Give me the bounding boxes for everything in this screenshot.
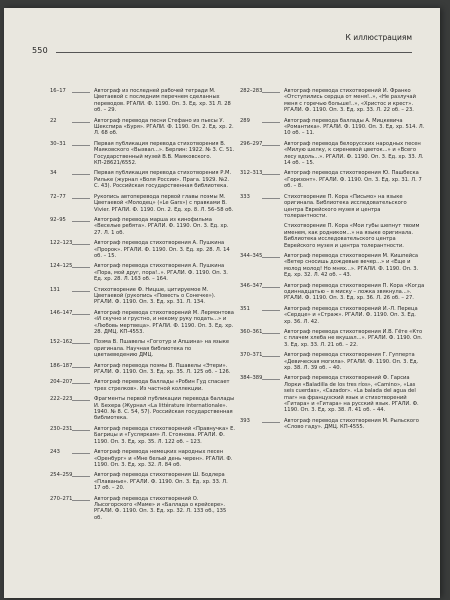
entry-description: Автограф перевода стихотворений И. Франко «Отступились сердца от меня!..», «Не разлучай меня с горечью больше!..», «Христос и крест». РГАЛИ. Ф. 1190. Оп. 3. Ед. хр. 33. Л. 22 об. – 23.: [284, 88, 416, 114]
page-reference: 204–207: [50, 379, 73, 386]
page-reference: 312–313: [240, 170, 263, 177]
entry-description: Автограф перевода стихотворений М. Лермонтова «И скучно и грустно, и некому руку подать...» и «Любовь мертвеца». РГАЛИ. Ф. 1190. Оп. 3. Ед. хр. 28. ДМЦ. КП-4553.: [94, 309, 234, 335]
entry-description: Автограф перевода стихотворения Ю. Пашбеска «Горизонт». РГАЛИ. Ф. 1190. Оп. 3. Ед. хр. 31. Л. 7 об. – 8.: [284, 170, 422, 190]
leader-line: [72, 500, 90, 501]
page-reference: 289: [240, 117, 250, 124]
illustration-entry: [50, 472, 235, 491]
leader-line: [72, 367, 90, 368]
page-reference: 230–231: [50, 425, 73, 432]
illustration-entry: [50, 339, 235, 358]
entry-description: Стихотворение П. Кора «Письмо» на языке оригинала. Библиотека исследовательского центра Еврейского музея и центра толерантности.: [284, 193, 407, 219]
page-reference: 296–297: [240, 140, 263, 147]
page-reference: 146–147: [50, 309, 73, 316]
entry-description: Автограф перевода стихотворения М. Кишпейса «Ветер сносишь дождевые вечер...» и «Еще и молод молод! Но мнях...». РГАЛИ. Ф. 1190. Оп. 3. Ед. хр. 32. Л. 42 об. – 43.: [284, 252, 419, 279]
leader-line: [262, 356, 280, 357]
page-reference: 186–187: [50, 362, 73, 369]
page-reference: 30–31: [50, 140, 66, 147]
page-reference: 131: [50, 286, 60, 293]
page-reference: 16–17: [50, 88, 66, 94]
page-reference: 370–371: [240, 352, 263, 359]
page-reference: 243: [50, 449, 60, 456]
page-reference: 282–283: [240, 88, 263, 94]
leader-line: [262, 257, 280, 258]
illustration-entry: [240, 375, 425, 413]
illustration-entry: [50, 496, 235, 522]
entry-description: Первая публикация перевода стихотворения Р.М. Рильке (журнал «Воля России». Прага. 1929. №2. С. 43). Российская государственная библиотека.: [94, 170, 232, 190]
leader-line: [262, 287, 280, 288]
illustration-entry: [50, 170, 235, 189]
page-reference: 254–259: [50, 472, 73, 479]
page-reference: 384–389: [240, 375, 263, 382]
entry-description: Стихотворение Ф. Ницше, цитируемое М. Цветаевой (рукопись «Повесть о Сонечке»). РГАЛИ. Ф. 1190. Оп. 3. Ед. хр. 31. Л. 134.: [94, 286, 216, 306]
illustration-entry: [50, 310, 235, 336]
illustration-entry: [50, 426, 235, 445]
illustration-entry: [50, 240, 235, 259]
entry-description: Рукопись автоперевода первой главы поэмы М. Цветаевой «Молодец» («Le Gars») с правками В. Vivier. РГАЛИ. Ф. 1190. Оп. 2. Ед. хр. 8. Л. 56–58 об.: [94, 193, 234, 213]
leader-line: [72, 314, 90, 315]
entry-description: Автограф перевода немецких народных песен «Оренбург» и «Мне белый день черен». РГАЛИ. Ф. 1190. Оп. 3. Ед. хр. 32. Л. 84 об.: [94, 449, 233, 468]
header-rule: [56, 52, 412, 53]
page-reference: 344–345: [240, 252, 263, 259]
entry-description: Автограф перевода поэмы В. Пшавелы «Этери». РГАЛИ. Ф. 1190. Оп. 3. Ед. хр. 35. Л. 125 об. – 126.: [94, 362, 231, 376]
illustration-entry: [240, 223, 425, 249]
leader-line: [72, 244, 90, 245]
entry-description: Автограф перевода стихотворения И.В. Гёте «Кто с плачем хлеба не вкушал...». РГАЛИ. Ф. 1190. Оп. 3. Ед. хр. 33. Л. 21 об. – 22.: [284, 329, 423, 348]
illustration-entry: [50, 287, 235, 306]
page-reference: 270–271: [50, 495, 73, 502]
illustration-entry: [240, 141, 425, 167]
illustration-entry: [50, 217, 235, 236]
entry-description: Стихотворение П. Кора «Мои губы шепнут твоим именем, как родником...» на языке оригинала. Библиотека исследовательского центра Еврейского музея и центра толерантности.: [284, 223, 420, 249]
running-head: К иллюстрациям: [345, 33, 412, 42]
left-column: [50, 88, 235, 525]
entry-description: Автограф перевода стихотворения П. Кора «Когда одиннадцатью – в миску – ложка звякнула...». РГАЛИ. Ф. 1190. Оп. 3. Ед. хр. 36. Л. 26 об. – 27.: [284, 282, 425, 302]
page-reference: 222–223: [50, 396, 73, 403]
page-reference: 122–123: [50, 240, 73, 247]
illustration-entry: [50, 88, 235, 114]
entry-description: Автограф перевода песни Стефано из пьесы У. Шекспира «Буря». РГАЛИ. Ф. 1190. Оп. 2. Ед. хр. 2. Л. 68 об.: [94, 117, 234, 137]
leader-line: [262, 145, 280, 146]
page-reference: 22: [50, 117, 57, 124]
book-page: [4, 8, 440, 598]
leader-line: [262, 333, 280, 334]
leader-line: [72, 453, 90, 454]
leader-line: [72, 343, 90, 344]
leader-line: [72, 430, 90, 431]
entry-description: Автограф перевода баллады «Робин Гуд спасает трех стрелков». Из частной коллекции.: [94, 379, 230, 392]
illustration-entry: [50, 396, 235, 422]
illustration-entry: [240, 194, 425, 220]
illustration-entry: [240, 283, 425, 302]
leader-line: [262, 174, 280, 175]
leader-line: [72, 174, 90, 175]
entry-description: Автограф перевода стихотворения М. Рыльского «Слово гаду». ДМЦ. КП-4555.: [284, 417, 419, 431]
page-reference: 333: [240, 193, 250, 200]
leader-line: [72, 267, 90, 268]
page-reference: 92–95: [50, 216, 66, 223]
leader-line: [72, 122, 90, 123]
entry-description: Автограф перевода баллады А. Мицкевича «Романтика». РГАЛИ. Ф. 1190. Оп. 3. Ед. хр. 514. Л. 10 об. – 11.: [284, 117, 425, 137]
illustration-entry: [240, 352, 425, 371]
entry-description: Автограф перевода стихотворения А. Пушкина «Пора, мой друг, пора!..». РГАЛИ. Ф. 1190. Оп. 3. Ед. хр. 28. Л. 163 об. – 164.: [94, 263, 228, 283]
leader-line: [72, 476, 90, 477]
entry-description: Автограф из последней рабочей тетради М. Цветаевой с последним перечнем сделанных переводов. РГАЛИ. Ф. 1190. Оп. 3. Ед. хр. 31 Л. 28 об. – 29.: [94, 88, 231, 114]
entry-description: Автограф перевода стихотворений О. Лысогорского «Маме» и «Баллада о крейсере». РГАЛИ. Ф. 1190. Оп. 3. Ед. хр. 32. Л. 133 об., 135 об.: [94, 495, 227, 521]
illustration-entry: [50, 194, 235, 213]
entry-description: Автограф перевода белорусских народных песен «Милую шелку, к сиреневой цветок...» и «Всего лесу вдоль...». РГАЛИ. Ф. 1190. Оп. 3. Ед. хр. 33. Л. 14 об. – 15.: [284, 140, 424, 167]
illustration-entry: [50, 141, 235, 167]
right-column: [240, 88, 425, 435]
illustration-entry: [240, 253, 425, 279]
illustration-entry: [240, 306, 425, 325]
leader-line: [72, 145, 90, 146]
illustration-entry: [50, 363, 235, 376]
leader-line: [262, 310, 280, 311]
entry-description: Поэма В. Пшавелы «Гоготур и Апшина» на языке оригинала. Научная библиотека по цветаеведению ДМЦ.: [94, 339, 230, 359]
illustration-entry: [240, 418, 425, 431]
entry-description: Автограф перевода стихотворений И.-Л. Переца «Сердце» и «Страж». РГАЛИ. Ф. 1190. Оп. 3. Ед. хр. 36. Л. 42.: [284, 305, 418, 325]
page-reference: 360–361: [240, 329, 263, 335]
illustration-entry: [240, 88, 425, 114]
entry-description: Автограф перевода стихотворения Ш. Бодлера «Плаванье». РГАЛИ. Ф. 1190. Оп. 3. Ед. хр. 33. Л. 17 об. – 20.: [94, 472, 228, 492]
page-reference: 124–125: [50, 263, 73, 270]
entry-description: Фрагменты первой публикации перевода баллады И. Бехера (Журнал «La littérature internationale». 1940. № 8. С. 54, 57). Российская государственная библиотека.: [94, 396, 235, 422]
leader-line: [72, 92, 90, 93]
illustration-entry: [50, 263, 235, 282]
leader-line: [72, 198, 90, 199]
leader-line: [262, 122, 280, 123]
leader-line: [72, 221, 90, 222]
entry-description: Автограф перевода марша из кинофильма «Веселые ребята». РГАЛИ. Ф. 1190. Оп. 3. Ед. хр. 27. Л. 1 об.: [94, 216, 229, 236]
entry-description: Автограф перевода стихотворений «Правнучка» Е. Багрицы и «Гусляркам» Л. Стоянова. РГАЛИ. Ф. 1190. Оп. 3. Ед. хр. 35. Л. 122 об. – 123.: [94, 425, 235, 445]
leader-line: [262, 379, 280, 380]
leader-line: [262, 92, 280, 93]
entry-description: Автограф перевода стихотворения Г. Гупперта «Девическая могила». РГАЛИ. Ф. 1190. Оп. 3. Ед. хр. 38. Л. 39 об. – 40.: [284, 352, 419, 372]
page-reference: 152–162: [50, 339, 73, 346]
leader-line: [262, 422, 280, 423]
page-reference: 346–347: [240, 282, 263, 289]
page-reference: 34: [50, 170, 57, 177]
illustration-entry: [50, 118, 235, 137]
illustration-entry: [50, 449, 235, 468]
illustration-entry: [240, 170, 425, 189]
page-reference: 393: [240, 417, 250, 424]
leader-line: [72, 400, 90, 401]
leader-line: [72, 383, 90, 384]
leader-line: [72, 291, 90, 292]
entry-description: Первая публикация перевода стихотворения В. Маяковского «Вызвал...». Берлин: 1922. № 3. С. 51. Государственный музей В.В. Маяковского. КП-28621/6552.: [94, 140, 235, 167]
page-number: 550: [32, 46, 48, 55]
illustration-entry: [240, 118, 425, 137]
page-reference: 351: [240, 305, 250, 312]
entry-description: Автограф перевода стихотворения А. Пушкина «Пророк». РГАЛИ. Ф. 1190. Оп. 3. Ед. хр. 28. Л. 14 об. – 15.: [94, 240, 230, 259]
illustration-entry: [50, 379, 235, 392]
illustration-entry: [240, 329, 425, 348]
page-reference: 72–77: [50, 193, 66, 200]
entry-description: Автограф перевода стихотворений Ф. Гарсиа Лорки «Baladilla de los tres ríos», «Camino», «Las seis cuerdas», «Cazador». «La balada del agua del mar» на французский язык и стихотворений «Гитара» и «Гитара» на русский язык. РГАЛИ. Ф. 1190. Оп. 3. Ед. хр. 38. Л. 41 об. – 44.: [284, 375, 419, 414]
leader-line: [262, 198, 280, 199]
